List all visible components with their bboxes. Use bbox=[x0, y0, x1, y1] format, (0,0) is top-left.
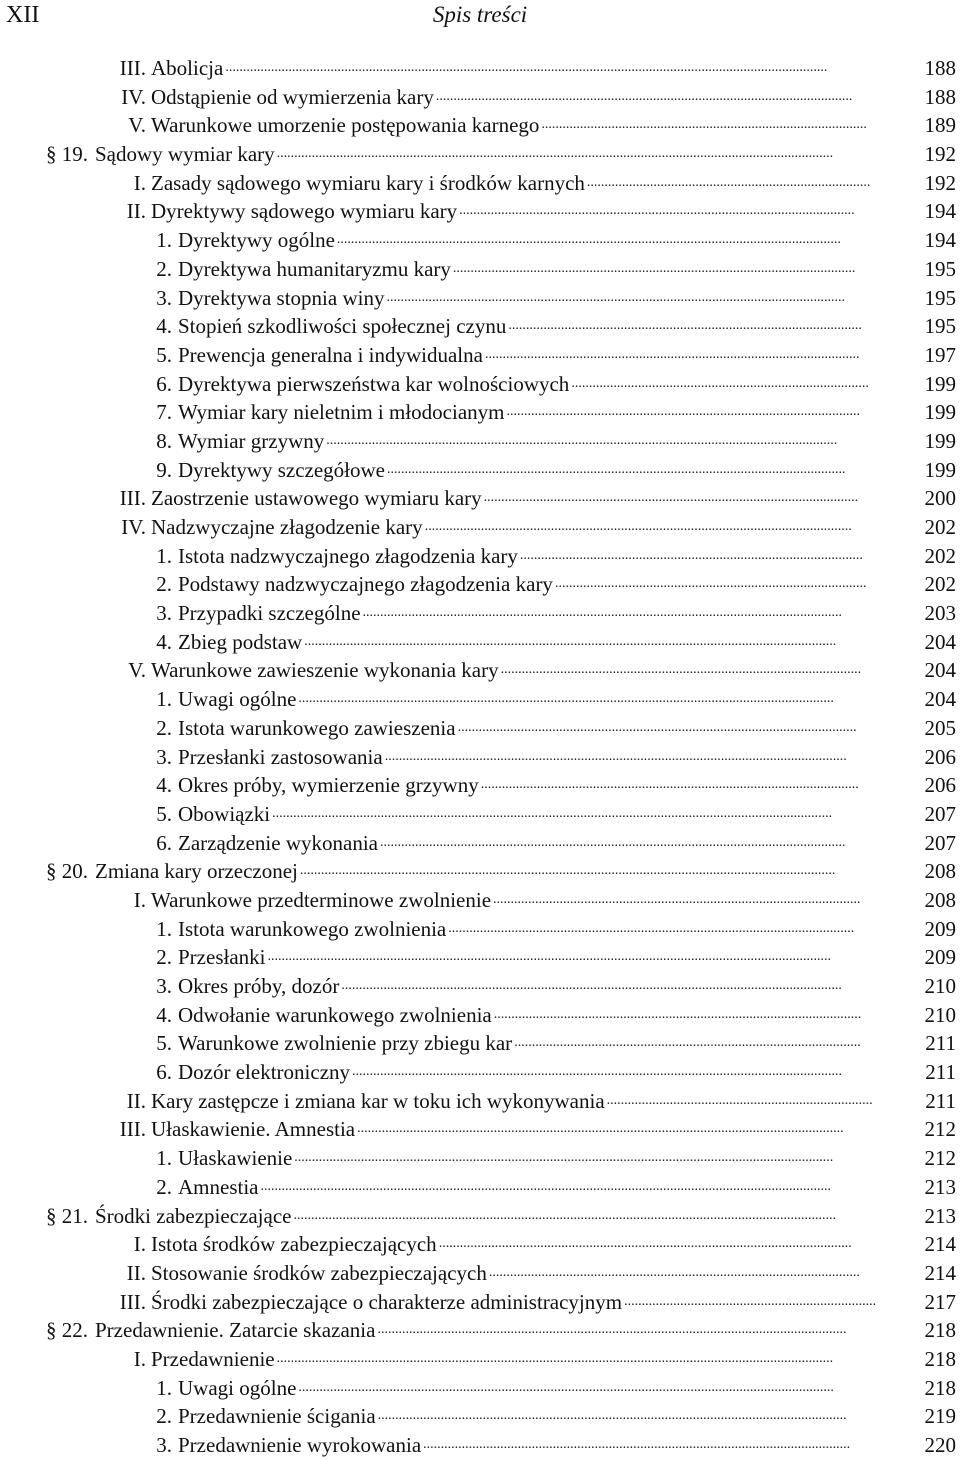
toc-entry-number: 4. bbox=[156, 1002, 172, 1027]
toc-entry-number: 9. bbox=[156, 457, 172, 482]
toc-entry bbox=[0, 1144, 960, 1173]
dot-leader: ................................................................................................................................... bbox=[386, 289, 845, 305]
toc-entry-title: Abolicja bbox=[151, 56, 224, 80]
toc-entry bbox=[0, 169, 960, 198]
toc-entry-title: Istota warunkowego zwolnienia bbox=[178, 916, 447, 941]
toc-entry bbox=[0, 656, 960, 685]
toc-entry-number: 1. bbox=[156, 916, 172, 941]
dot-leader: .......................................................................................................................... bbox=[424, 519, 852, 534]
toc-entry-number: I. bbox=[133, 1232, 146, 1257]
toc-entry-title: Przesłanki zastosowania bbox=[178, 744, 383, 769]
dot-leader: .................................................................................................................................................. bbox=[326, 432, 838, 448]
toc-entry bbox=[0, 1374, 960, 1403]
dot-leader: ................................................................................................................................................................ bbox=[272, 805, 833, 821]
toc-entry-title: Uwagi ogólne bbox=[178, 687, 297, 712]
dot-leader: ...................................................................................................................................... bbox=[377, 1322, 847, 1338]
toc-entry-number: V. bbox=[128, 113, 146, 138]
toc-entry-page: 206 bbox=[924, 744, 956, 769]
page-number: XII bbox=[6, 2, 40, 28]
toc-entry-title: Warunkowe umorzenie postępowania karnego bbox=[151, 113, 540, 138]
toc-entry-page: 188 bbox=[924, 56, 956, 80]
toc-entry-number: II. bbox=[126, 1088, 146, 1113]
toc-entry bbox=[0, 54, 960, 83]
toc-entry-page: 204 bbox=[924, 687, 956, 712]
toc-entry bbox=[0, 857, 960, 886]
toc-entry-title: Prewencja generalna i indywidualna bbox=[178, 342, 483, 367]
toc-entry-page: 209 bbox=[924, 945, 956, 970]
toc-entry-number: 6. bbox=[156, 830, 172, 855]
toc-entry-page: 208 bbox=[924, 859, 956, 884]
dot-leader: ...................................................................................................................... bbox=[438, 1236, 852, 1252]
toc-entry-page: 208 bbox=[924, 887, 956, 912]
toc-entry bbox=[0, 341, 960, 370]
toc-entry bbox=[0, 1058, 960, 1087]
toc-entry-title: Warunkowe zawieszenie wykonania kary bbox=[151, 658, 499, 683]
toc-entry-page: 217 bbox=[924, 1289, 956, 1314]
toc-entry-number: 5. bbox=[156, 801, 172, 826]
toc-entry-number: 3. bbox=[156, 974, 172, 998]
toc-entry-page: 213 bbox=[924, 1174, 956, 1199]
toc-entry-page: 219 bbox=[924, 1404, 956, 1429]
toc-entry-page: 213 bbox=[924, 1203, 956, 1228]
toc-entry-number: § 21. bbox=[46, 1203, 88, 1228]
toc-entry-number: 5. bbox=[156, 342, 172, 367]
toc-entry bbox=[0, 628, 960, 657]
dot-leader: .......................................................................................................................... bbox=[423, 1437, 851, 1452]
toc-entry-page: 199 bbox=[924, 371, 956, 396]
toc-entry-title: Środki zabezpieczające bbox=[95, 1203, 292, 1228]
toc-entry bbox=[0, 1029, 960, 1058]
toc-entry-title: Dozór elektroniczny bbox=[178, 1060, 351, 1085]
toc-entry-title: Dyrektywy szczegółowe bbox=[178, 457, 386, 482]
toc-entry-page: 203 bbox=[924, 601, 956, 626]
table-of-contents bbox=[0, 54, 960, 1460]
toc-entry-title: Dyrektywa stopnia winy bbox=[178, 285, 385, 310]
toc-entry-title: Okres próby, wymierzenie grzywny bbox=[178, 773, 479, 798]
toc-entry bbox=[0, 972, 960, 1001]
toc-entry bbox=[0, 398, 960, 427]
toc-entry-number: IV. bbox=[121, 84, 146, 109]
toc-entry-page: 211 bbox=[925, 1088, 956, 1113]
toc-entry bbox=[0, 1001, 960, 1030]
dot-leader: ........................................................................................................................................................... bbox=[293, 1207, 836, 1223]
toc-entry-page: 195 bbox=[924, 285, 956, 310]
dot-leader: ................................................................................................................................................................... bbox=[260, 1178, 831, 1194]
toc-entry-page: 199 bbox=[924, 457, 956, 482]
toc-entry-number: 2. bbox=[156, 572, 172, 597]
toc-entry-page: 210 bbox=[924, 974, 956, 998]
toc-entry-title: Dyrektywy sądowego wymiaru kary bbox=[151, 199, 458, 224]
toc-entry-page: 202 bbox=[924, 543, 956, 568]
dot-leader: ............................................................................................................ bbox=[480, 777, 859, 793]
toc-entry-number: 4. bbox=[156, 314, 172, 339]
dot-leader: .................................................................................................................................... bbox=[384, 748, 847, 764]
toc-entry-title: Warunkowe zwolnienie przy zbiegu kar bbox=[178, 1031, 513, 1056]
toc-entry-title: Istota nadzwyczajnego złagodzenia kary bbox=[178, 543, 518, 568]
dot-leader: ......................................................................................................... bbox=[493, 891, 861, 907]
dot-leader: ............................................................................................. bbox=[541, 117, 867, 133]
toc-entry bbox=[0, 771, 960, 800]
toc-entry-number: III. bbox=[119, 486, 146, 511]
toc-entry-number: 2. bbox=[156, 715, 172, 740]
dot-leader: ............................................................................................................................................ bbox=[352, 1064, 843, 1080]
toc-entry bbox=[0, 111, 960, 140]
toc-entry-title: Przedawnienie. Zatarcie skazania bbox=[95, 1318, 376, 1343]
toc-entry-page: 207 bbox=[924, 830, 956, 855]
toc-entry-title: Zbieg podstaw bbox=[178, 629, 303, 654]
dot-leader: ............................................................................................................................................................... bbox=[276, 146, 834, 162]
toc-entry bbox=[0, 1230, 960, 1259]
dot-leader: ................................................................................................................................................ bbox=[336, 232, 841, 248]
toc-entry-number: 8. bbox=[156, 428, 172, 453]
dot-leader: ......................................................................................................... bbox=[493, 1006, 862, 1022]
toc-entry-page: 194 bbox=[924, 199, 956, 224]
toc-entry-number: 1. bbox=[156, 1375, 172, 1400]
toc-entry-number: 6. bbox=[156, 371, 172, 396]
running-head: Spis treści bbox=[432, 2, 528, 27]
dot-leader: ............................................................................................................................................... bbox=[341, 978, 842, 993]
toc-entry-title: Ułaskawienie. Amnestia bbox=[151, 1117, 356, 1142]
toc-entry bbox=[0, 484, 960, 513]
dot-leader: ..................................................................................................... bbox=[506, 404, 860, 420]
toc-entry-title: Przesłanki bbox=[178, 945, 266, 970]
toc-entry-page: 211 bbox=[925, 1031, 956, 1056]
toc-entry-number: 2. bbox=[156, 256, 172, 281]
toc-entry bbox=[0, 599, 960, 628]
toc-entry-title: Przedawnienie bbox=[151, 1346, 275, 1371]
toc-entry-title: Podstawy nadzwyczajnego złagodzenia kary bbox=[178, 572, 553, 597]
toc-entry-page: 188 bbox=[924, 84, 956, 109]
toc-entry-title: Środki zabezpieczające o charakterze administracyjnym bbox=[151, 1289, 623, 1314]
toc-entry-page: 199 bbox=[924, 428, 956, 453]
toc-entry-title: Obowiązki bbox=[178, 801, 271, 826]
toc-entry-page: 210 bbox=[924, 1002, 956, 1027]
toc-entry bbox=[0, 226, 960, 255]
toc-entry-number: I. bbox=[133, 170, 146, 195]
toc-entry-title: Zmiana kary orzeczonej bbox=[95, 859, 298, 884]
toc-entry-number: 2. bbox=[156, 1404, 172, 1429]
toc-entry bbox=[0, 886, 960, 915]
toc-entry-number: 4. bbox=[156, 773, 172, 798]
toc-entry-title: Dyrektywa pierwszeństwa kar wolnościowych bbox=[178, 371, 570, 396]
dot-leader: .......................................................................................................................................................... bbox=[294, 1150, 834, 1166]
toc-entry-page: 218 bbox=[924, 1318, 956, 1343]
toc-entry-title: Nadzwyczajne złagodzenie kary bbox=[151, 515, 423, 539]
toc-entry-title: Zasady sądowego wymiaru kary i środków karnych bbox=[151, 170, 585, 195]
toc-entry-page: 218 bbox=[924, 1375, 956, 1400]
toc-entry-title: Istota warunkowego zawieszenia bbox=[178, 715, 456, 740]
dot-leader: ......................................................................................... bbox=[554, 576, 867, 592]
toc-entry-page: 195 bbox=[924, 314, 956, 339]
toc-entry-title: Zaostrzenie ustawowego wymiaru kary bbox=[151, 486, 482, 511]
toc-entry-page: 199 bbox=[924, 400, 956, 425]
toc-entry bbox=[0, 1288, 960, 1317]
dot-leader: ................................................................................................... bbox=[514, 1035, 861, 1051]
dot-leader: ...................................................................................................................................... bbox=[377, 1408, 847, 1424]
toc-entry bbox=[0, 943, 960, 972]
toc-entry bbox=[0, 1173, 960, 1202]
toc-entry-page: 218 bbox=[924, 1346, 956, 1371]
toc-entry-title: Dyrektywy ogólne bbox=[178, 228, 335, 253]
dot-leader: ........................................................................................................... bbox=[484, 346, 860, 362]
toc-entry-number: II. bbox=[126, 1260, 146, 1285]
toc-entry bbox=[0, 829, 960, 858]
dot-leader: ......................................................................................................................................................... bbox=[299, 863, 836, 879]
dot-leader: ..................................................................................... bbox=[571, 375, 869, 391]
toc-entry-page: 209 bbox=[924, 916, 956, 941]
dot-leader: ......................................................................................................................................... bbox=[362, 605, 843, 621]
dot-leader: .......................................................................................................... bbox=[488, 1264, 860, 1280]
toc-entry-number: 3. bbox=[156, 1433, 172, 1457]
toc-entry-page: 212 bbox=[924, 1146, 956, 1171]
toc-entry-title: Wymiar grzywny bbox=[178, 428, 325, 453]
toc-entry bbox=[0, 513, 960, 542]
toc-entry bbox=[0, 370, 960, 399]
toc-entry-number: III. bbox=[119, 56, 146, 80]
toc-entry-number: § 22. bbox=[46, 1318, 88, 1343]
toc-entry-number: 1. bbox=[156, 543, 172, 568]
toc-entry-number: 4. bbox=[156, 629, 172, 654]
toc-entry bbox=[0, 1115, 960, 1144]
dot-leader: ....................................................................................................................... bbox=[435, 88, 853, 104]
toc-entry-number: II. bbox=[126, 199, 146, 224]
toc-entry-number: 6. bbox=[156, 1060, 172, 1085]
dot-leader: ................................................................................................................................... bbox=[387, 461, 846, 477]
dot-leader: ............................................................................................................................................................................ bbox=[225, 60, 828, 75]
toc-entry-number: I. bbox=[133, 1346, 146, 1371]
toc-entry-page: 204 bbox=[924, 658, 956, 683]
toc-entry-number: 1. bbox=[156, 1146, 172, 1171]
dot-leader: ................................................................................. bbox=[586, 174, 871, 190]
toc-entry-title: Sądowy wymiar kary bbox=[95, 142, 275, 167]
dot-leader: ....................................................................................................... bbox=[500, 662, 862, 678]
toc-entry-page: 189 bbox=[924, 113, 956, 138]
toc-entry-page: 211 bbox=[925, 1060, 956, 1085]
toc-entry-page: 197 bbox=[924, 342, 956, 367]
toc-entry-page: 205 bbox=[924, 715, 956, 740]
toc-entry bbox=[0, 743, 960, 772]
toc-entry-title: Kary zastępcze i zmiana kar w toku ich wykonywania bbox=[151, 1088, 605, 1113]
toc-entry-number: IV. bbox=[121, 515, 146, 539]
toc-entry-number: 1. bbox=[156, 687, 172, 712]
toc-entry-page: 214 bbox=[924, 1232, 956, 1257]
toc-entry-number: 2. bbox=[156, 1174, 172, 1199]
toc-entry-title: Uwagi ogólne bbox=[178, 1375, 297, 1400]
toc-entry-page: 206 bbox=[924, 773, 956, 798]
toc-entry bbox=[0, 83, 960, 112]
toc-entry-page: 204 bbox=[924, 629, 956, 654]
toc-entry-title: Amnestia bbox=[178, 1174, 259, 1199]
dot-leader: ..................................................................................................... bbox=[508, 318, 862, 334]
dot-leader: .................................................................................................................... bbox=[448, 920, 855, 936]
toc-entry-page: 212 bbox=[924, 1117, 956, 1142]
dot-leader: ............................................................................ bbox=[606, 1092, 873, 1108]
toc-entry-number: I. bbox=[133, 887, 146, 912]
toc-entry-number: 5. bbox=[156, 1031, 172, 1056]
toc-entry-number: III. bbox=[119, 1117, 146, 1142]
toc-entry-number: 1. bbox=[156, 228, 172, 253]
toc-entry-page: 214 bbox=[924, 1260, 956, 1285]
dot-leader: ........................................................................................................................................... bbox=[357, 1121, 844, 1137]
toc-entry bbox=[0, 1259, 960, 1288]
dot-leader: .................................................................................................. bbox=[519, 547, 863, 563]
toc-entry bbox=[0, 284, 960, 313]
toc-entry-title: Istota środków zabezpieczających bbox=[151, 1232, 437, 1257]
toc-entry-title: Odwołanie warunkowego zwolnienia bbox=[178, 1002, 492, 1027]
dot-leader: ......................................................................................................................................................... bbox=[298, 691, 834, 707]
dot-leader: ................................................................................................................................................................. bbox=[267, 949, 831, 965]
dot-leader: .................................................................................................................. bbox=[457, 719, 857, 735]
toc-entry-number: III. bbox=[119, 1289, 146, 1314]
dot-leader: ........................................................................................................... bbox=[483, 490, 859, 506]
toc-entry-title: Ułaskawienie bbox=[178, 1146, 293, 1171]
toc-entry-page: 195 bbox=[924, 256, 956, 281]
toc-entry bbox=[0, 1402, 960, 1431]
dot-leader: ................................................................................................................... bbox=[452, 260, 856, 276]
toc-entry-title: Przypadki szczególne bbox=[178, 601, 361, 626]
toc-entry bbox=[0, 570, 960, 599]
toc-entry bbox=[0, 1431, 960, 1460]
toc-entry bbox=[0, 456, 960, 485]
toc-entry-page: 192 bbox=[924, 142, 956, 167]
toc-entry bbox=[0, 1087, 960, 1116]
toc-entry bbox=[0, 312, 960, 341]
toc-entry-number: 3. bbox=[156, 744, 172, 769]
toc-entry bbox=[0, 1202, 960, 1231]
toc-entry-page: 200 bbox=[924, 486, 956, 511]
toc-entry bbox=[0, 685, 960, 714]
toc-entry bbox=[0, 197, 960, 226]
toc-entry-number: 3. bbox=[156, 601, 172, 626]
toc-entry-title: Stopień szkodliwości społecznej czynu bbox=[178, 314, 507, 339]
toc-entry bbox=[0, 1316, 960, 1345]
dot-leader: ........................................................................ bbox=[624, 1293, 877, 1309]
dot-leader: ........................................................................................................................................................ bbox=[304, 633, 837, 649]
toc-entry bbox=[0, 714, 960, 743]
toc-entry-page: 207 bbox=[924, 801, 956, 826]
toc-entry-number: V. bbox=[128, 658, 146, 683]
toc-entry-number: 7. bbox=[156, 400, 172, 425]
dot-leader: ............................................................................................................................................................... bbox=[276, 1350, 834, 1366]
toc-entry bbox=[0, 542, 960, 571]
toc-entry-page: 192 bbox=[924, 170, 956, 195]
toc-entry bbox=[0, 915, 960, 944]
toc-entry-title: Zarządzenie wykonania bbox=[178, 830, 378, 855]
toc-entry-title: Warunkowe przedterminowe zwolnienie bbox=[151, 887, 492, 912]
toc-entry-page: 202 bbox=[924, 572, 956, 597]
toc-entry-number: § 19. bbox=[46, 142, 88, 167]
toc-entry-page: 202 bbox=[924, 515, 956, 539]
dot-leader: ..................................................................................................................................... bbox=[379, 834, 846, 850]
toc-entry-title: Odstąpienie od wymierzenia kary bbox=[151, 84, 434, 109]
toc-entry bbox=[0, 140, 960, 169]
toc-entry-title: Przedawnienie wyrokowania bbox=[178, 1433, 422, 1457]
toc-entry bbox=[0, 427, 960, 456]
toc-entry-number: 2. bbox=[156, 945, 172, 970]
toc-entry-title: Okres próby, dozór bbox=[178, 974, 340, 998]
toc-entry bbox=[0, 1345, 960, 1374]
toc-entry bbox=[0, 255, 960, 284]
page-header bbox=[0, 0, 960, 40]
dot-leader: ......................................................................................................................................................... bbox=[298, 1379, 834, 1395]
toc-entry-number: 3. bbox=[156, 285, 172, 310]
dot-leader: ................................................................................................................. bbox=[459, 203, 855, 219]
toc-entry bbox=[0, 800, 960, 829]
toc-entry-page: 194 bbox=[924, 228, 956, 253]
toc-entry-page: 220 bbox=[924, 1433, 956, 1457]
toc-entry-title: Przedawnienie ścigania bbox=[178, 1404, 376, 1429]
toc-entry-title: Stosowanie środków zabezpieczających bbox=[151, 1260, 487, 1285]
toc-entry-number: § 20. bbox=[46, 859, 88, 884]
toc-entry-title: Dyrektywa humanitaryzmu kary bbox=[178, 256, 451, 281]
toc-entry-title: Wymiar kary nieletnim i młodocianym bbox=[178, 400, 505, 425]
